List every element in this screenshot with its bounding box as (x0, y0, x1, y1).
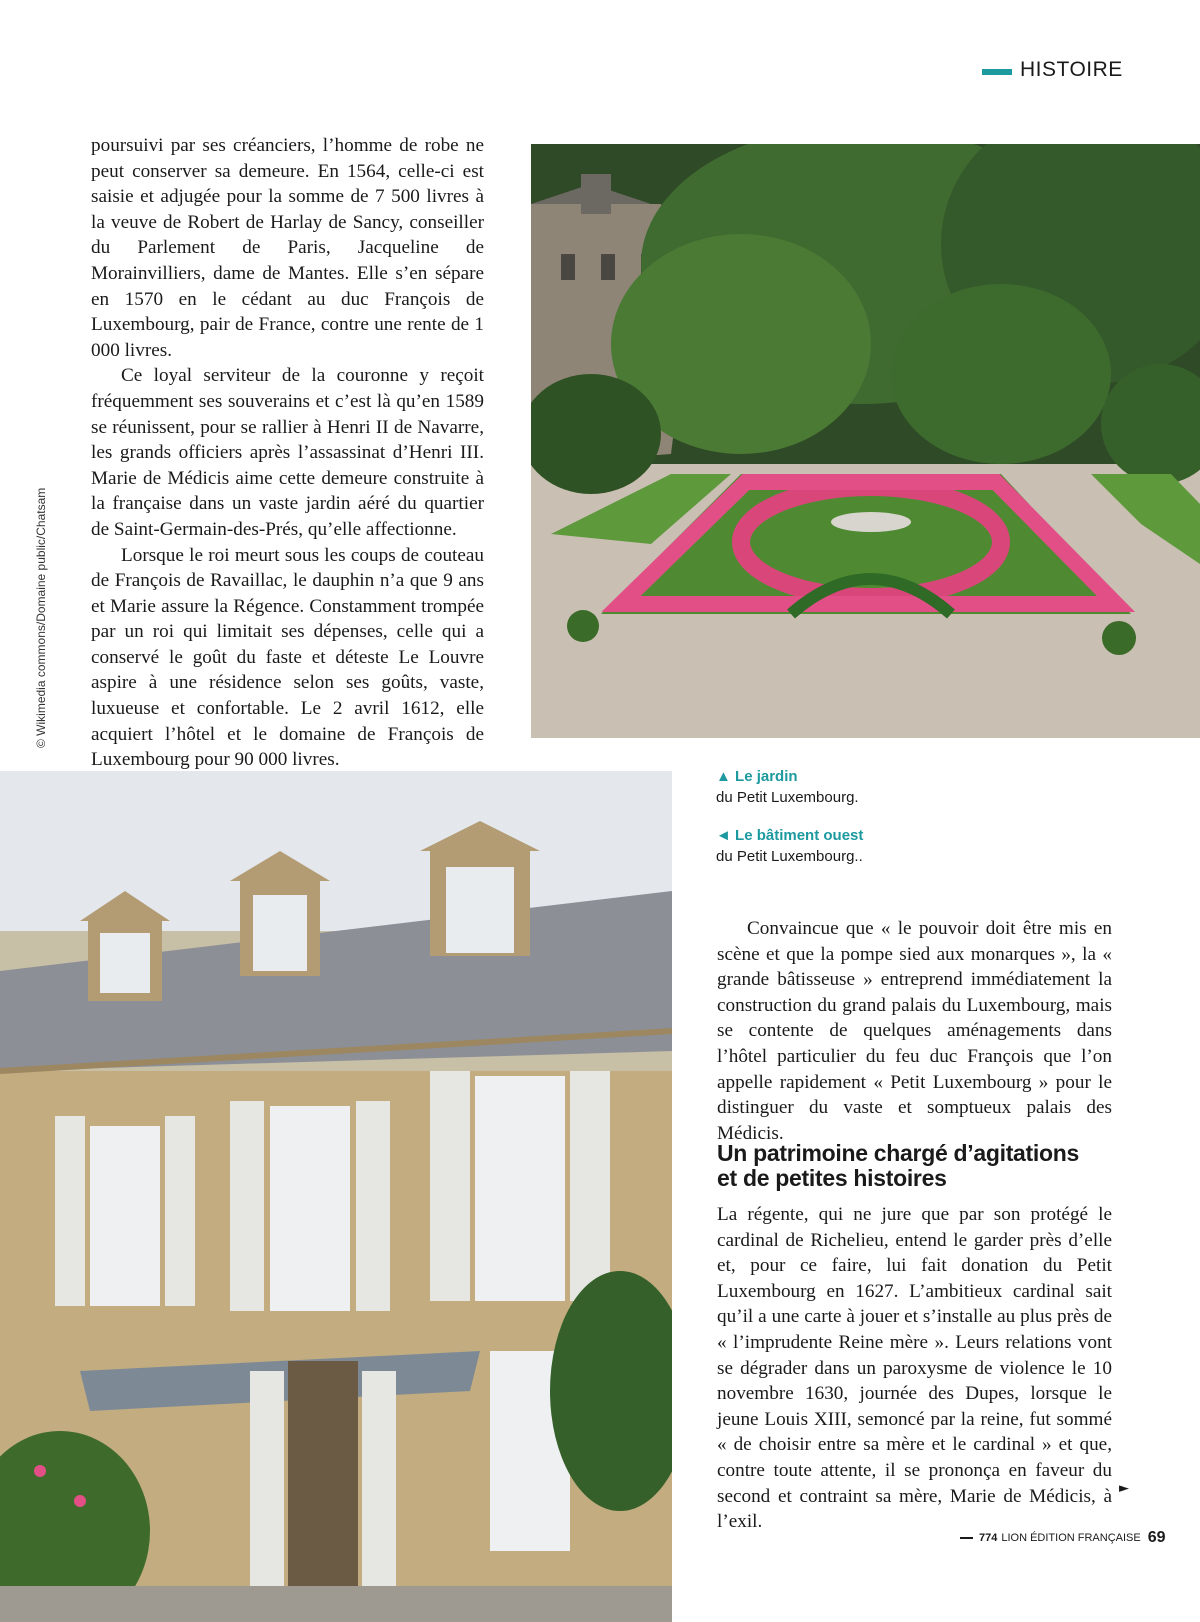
building-photo (0, 771, 672, 1622)
right-paragraph-1: Convaincue que « le pouvoir doit être mis en scène et que la pompe sied aux monarques », la « grande bâtisseuse » entreprend immédiatement la construction du grand palais du Luxembourg, mais se contente de quelques aménagements dans l’hôtel particulier du feu duc François que l’on appelle rapidement « Petit Luxembourg » pour le distinguer du vaste et somptueux palais des Médicis. (717, 918, 1112, 1144)
caption-title: Le jardin (735, 768, 798, 785)
heading-line-2: et de petites histoires (717, 1165, 947, 1191)
right-paragraph-2: La régente, qui ne jure que par son protégé le cardinal de Richelieu, entend le garder près d’elle et, pour ce faire, lui fait donation du Petit Luxembourg en 1627. L’ambitieux cardinal sait qu’il a une carte à jouer et s’installe au plus près de « l’imprudente Reine mère ». Leurs relations vont se dégrader dans un paroxysme de violence le 10 novembre 1630, journée des Dupes, lorsque le jeune Louis XIII, semoncé par la reine, fut sommé « de choisir entre sa mère et le cardinal » et que, contre toute attente, il se prononça en faveur du second et contraint sa mère, Marie de Médicis, à l’exil. (717, 1204, 1112, 1533)
left-paragraph-2: Ce loyal serviteur de la couronne y reçoit fréquemment ses souverains et c’est là qu’en 1589 se réunissent, pour se rallier à Henri II de Navarre, les grands officiers après l’assassinat d’Henri III. Marie de Médicis aime cette demeure construite à la française dans un vaste jardin aéré du quartier de Saint-Germain-des-Prés, qu’elle affectionne. (91, 365, 484, 540)
garden-photo (531, 144, 1200, 738)
photo-credit: © Wikimedia commons/Domaine public/Chatsam (34, 487, 48, 748)
left-paragraph-1: poursuivi par ses créanciers, l’homme de robe ne peut conserver sa demeure. En 1564, celle-ci est saisie et adjugée pour la somme de 7 500 livres à la veuve de Robert de Harlay de Sancy, conseiller du Parlement de Paris, Jacqueline de Morainvilliers, dame de Mantes. Elle s’en sépare en 1570 en le cédant au duc François de Luxembourg, pair de France, contre une rente de 1 000 livres. (91, 135, 484, 361)
section-tag (982, 58, 1123, 82)
caption-garden (716, 766, 966, 808)
caption-marker-up: ▲ (716, 768, 731, 785)
caption-text: du Petit Luxembourg. (716, 789, 859, 806)
caption-title: Le bâtiment ouest (735, 827, 864, 844)
footer-publication: LION ÉDITION FRANÇAISE (1001, 1532, 1141, 1544)
page-footer (960, 1529, 1166, 1547)
footer-issue: 774 (979, 1532, 998, 1544)
page-number: 69 (1147, 1529, 1166, 1546)
section-heading (717, 1141, 1117, 1191)
right-column (717, 916, 1112, 1146)
caption-building (716, 825, 966, 867)
section-label: HISTOIRE (1020, 58, 1123, 81)
heading-line-1: Un patrimoine chargé d’agitations (717, 1140, 1079, 1166)
caption-text: du Petit Luxembourg.. (716, 848, 863, 865)
left-paragraph-3: Lorsque le roi meurt sous les coups de couteau de François de Ravaillac, le dauphin n’a que 9 ans et Marie assure la Régence. Constamment trompée par un roi qui limitait ses dépenses, celle qui a conservé le goût du faste et déteste Le Louvre aspire à une résidence selon ses goûts, vaste, luxueuse et confortable. Le 2 avril 1612, elle acquiert l’hôtel et le domaine de François de Luxembourg pour 90 000 livres. (91, 544, 484, 771)
right-column-2 (717, 1202, 1112, 1535)
continue-arrow-icon: ► (1119, 1481, 1129, 1496)
section-bar (982, 69, 1012, 75)
footer-bar (960, 1537, 973, 1539)
caption-marker-left: ◄ (716, 827, 731, 844)
left-column (91, 133, 484, 773)
